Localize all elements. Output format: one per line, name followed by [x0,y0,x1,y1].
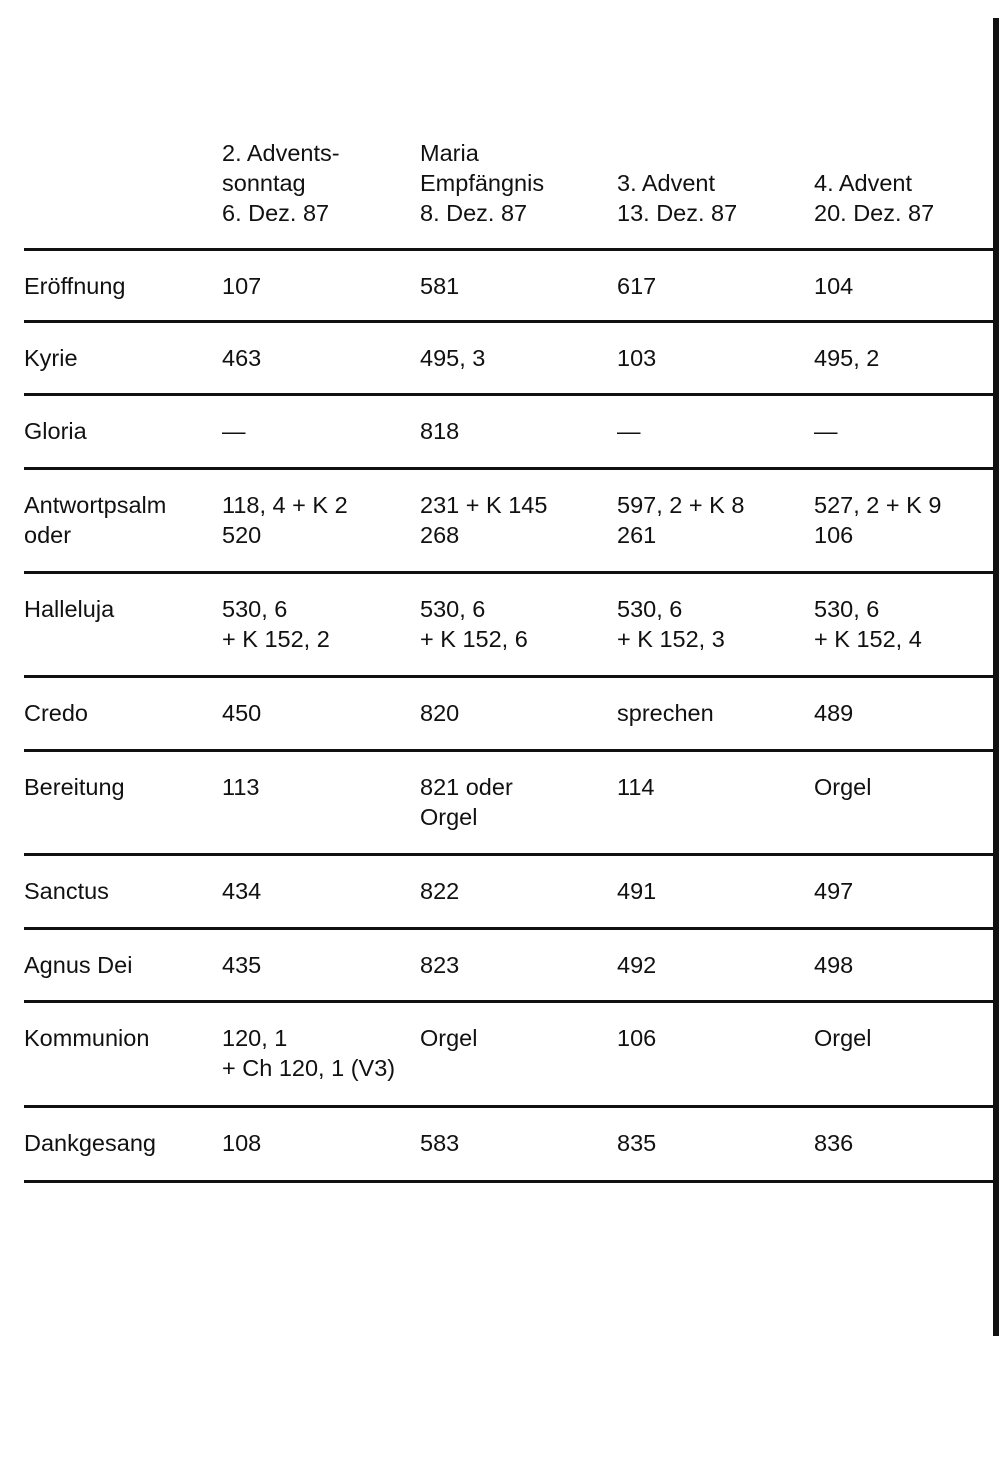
table-cell [420,416,459,446]
table-cell [617,1023,656,1053]
cell-text-line: 231 + K 145 [420,492,548,518]
cell-text-line: Orgel [420,804,478,830]
cell-text-line: Orgel [814,1025,872,1051]
row-label [24,1128,156,1158]
cell-text-line: 120, 1 [222,1025,288,1051]
table-cell [617,343,656,373]
cell-text-line: 597, 2 + K 8 [617,492,745,518]
cell-text-line: — [222,418,246,444]
column-header-line: 2. Advents- [222,140,340,166]
row-label [24,416,87,446]
table-cell [617,594,725,654]
cell-text-line: 104 [814,273,854,299]
cell-text-line: 106 [814,522,854,548]
cell-text-line: 106 [617,1025,657,1051]
table-cell [420,950,459,980]
table-cell [814,1128,853,1158]
table-cell [617,950,656,980]
cell-text-line: 103 [617,345,657,371]
cell-text-line: 617 [617,273,657,299]
cell-text-line: 450 [222,700,262,726]
row-label [24,271,125,301]
table-cell [222,1128,261,1158]
table-cell [222,271,261,301]
table-cell [222,594,330,654]
table-cell [222,772,259,802]
table-cell [814,416,838,446]
column-header-3 [617,138,737,228]
cell-text-line: 497 [814,878,854,904]
table-row [24,856,998,930]
table-cell [814,950,853,980]
cell-text-line: 530, 6 [814,596,880,622]
table-cell [420,1128,459,1158]
cell-text-line: 583 [420,1130,460,1156]
table-row [24,251,998,323]
cell-text-line: 495, 3 [420,345,486,371]
cell-text-line: 495, 2 [814,345,880,371]
row-label [24,772,125,802]
cell-text-line: 492 [617,952,657,978]
cell-text-line: + K 152, 3 [617,626,725,652]
cell-text-line: 114 [617,774,655,800]
cell-text-line: 113 [222,774,260,800]
cell-text-line: 435 [222,952,262,978]
cell-text-line: Halleluja [24,596,115,622]
cell-text-line: 107 [222,273,262,299]
table-cell [420,343,485,373]
row-label [24,876,109,906]
table-cell [617,876,656,906]
row-label [24,950,132,980]
column-header-line: Maria [420,140,479,166]
cell-text-line: Antwortpsalm [24,492,167,518]
cell-text-line: sprechen [617,700,714,726]
table-cell [617,772,654,802]
table-cell [420,594,528,654]
table-cell [814,271,853,301]
cell-text-line: 268 [420,522,460,548]
cell-text-line: Credo [24,700,89,726]
table-row [24,1003,998,1108]
table-row [24,1108,998,1183]
table-cell [420,698,459,728]
cell-text-line: 820 [420,700,460,726]
column-header-line [814,138,934,168]
table-cell [222,343,261,373]
cell-text-line: — [617,418,641,444]
table-cell [420,1023,477,1053]
cell-text-line: 530, 6 [617,596,683,622]
cell-text-line: 836 [814,1130,854,1156]
cell-text-line: 818 [420,418,460,444]
table-cell [222,950,261,980]
table-cell [222,416,246,446]
table-cell [617,416,641,446]
column-header-2 [420,138,544,228]
table-cell [222,1023,395,1083]
cell-text-line: Orgel [420,1025,478,1051]
column-header-line: 20. Dez. 87 [814,200,935,226]
cell-text-line: 520 [222,522,262,548]
cell-text-line: Bereitung [24,774,125,800]
table-cell [814,343,879,373]
cell-text-line: Orgel [814,774,872,800]
cell-text-line: 498 [814,952,854,978]
cell-text-line: 530, 6 [420,596,486,622]
table-cell [617,1128,656,1158]
table-row [24,470,998,574]
cell-text-line: + K 152, 2 [222,626,330,652]
table-cell [814,1023,871,1053]
table-row [24,323,998,396]
table-row [24,574,998,678]
table-row [24,678,998,752]
row-label [24,1023,149,1053]
cell-text-line: Dankgesang [24,1130,156,1156]
table-cell [420,271,459,301]
cell-text-line: 489 [814,700,854,726]
cell-text-line: Eröffnung [24,273,126,299]
table-cell [617,490,744,550]
table-cell [222,698,261,728]
cell-text-line: Kommunion [24,1025,150,1051]
cell-text-line: Gloria [24,418,87,444]
table-cell [814,594,922,654]
cell-text-line: 527, 2 + K 9 [814,492,942,518]
column-header-line: 13. Dez. 87 [617,200,738,226]
table-row [24,752,998,856]
table-cell [420,772,513,832]
column-header-line: Empfängnis [420,170,545,196]
row-label [24,698,88,728]
table-cell [420,876,459,906]
cell-text-line: 821 oder [420,774,513,800]
column-header-line: sonntag [222,170,306,196]
cell-text-line: 434 [222,878,262,904]
cell-text-line: 823 [420,952,460,978]
cell-text-line: 822 [420,878,460,904]
cell-text-line: — [814,418,838,444]
table-cell [617,271,656,301]
table-cell [222,490,348,550]
column-header-line: 4. Advent [814,170,912,196]
table-cell [814,876,853,906]
cell-text-line: Agnus Dei [24,952,133,978]
cell-text-line: 530, 6 [222,596,288,622]
cell-text-line: + K 152, 4 [814,626,922,652]
column-header-line: 3. Advent [617,170,715,196]
column-header-line: 8. Dez. 87 [420,200,528,226]
table-row [24,930,998,1003]
cell-text-line: Sanctus [24,878,109,904]
column-header-4 [814,138,934,228]
row-label [24,490,166,550]
row-label [24,343,78,373]
table-cell [420,490,547,550]
cell-text-line: Kyrie [24,345,78,371]
cell-text-line: 835 [617,1130,657,1156]
table-header [24,138,998,251]
cell-text-line: 108 [222,1130,262,1156]
table-row [24,396,998,470]
table-cell [814,772,871,802]
column-header-line: 6. Dez. 87 [222,200,330,226]
cell-text-line: 261 [617,522,657,548]
table-cell [814,490,941,550]
cell-text-line: + Ch 120, 1 (V3) [222,1055,396,1081]
table-cell [617,698,714,728]
cell-text-line: oder [24,522,72,548]
cell-text-line: 581 [420,273,460,299]
cell-text-line: + K 152, 6 [420,626,528,652]
column-header-1 [222,138,340,228]
cell-text-line: 463 [222,345,262,371]
column-header-line [617,138,737,168]
cell-text-line: 118, 4 + K 2 [222,492,348,518]
table-cell [814,698,853,728]
table-cell [222,876,261,906]
row-label [24,594,114,624]
cell-text-line: 491 [617,878,657,904]
